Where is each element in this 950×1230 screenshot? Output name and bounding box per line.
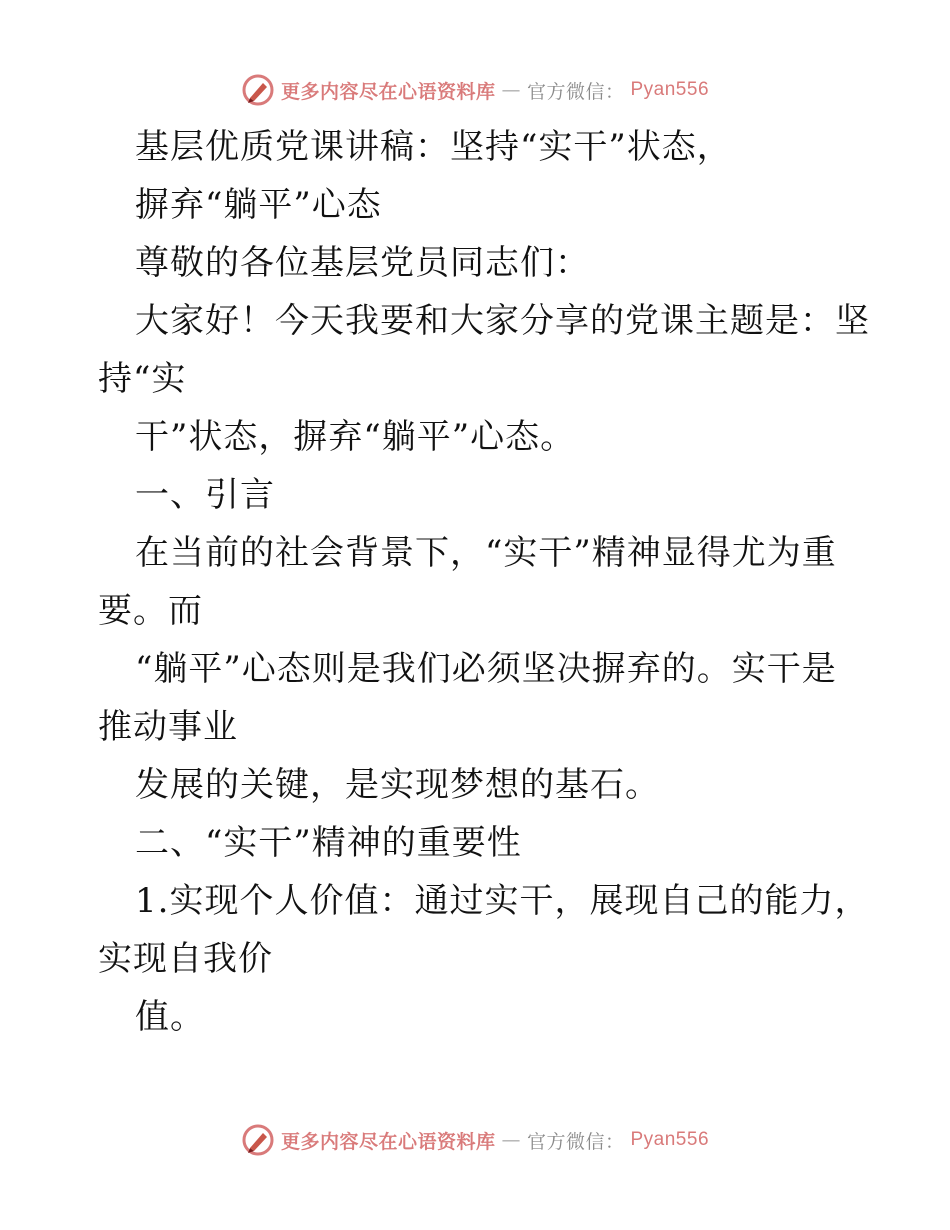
watermark-sub-text: 官方微信： — [526, 80, 625, 103]
section-heading: 一、引言 — [135, 475, 275, 515]
paragraph-line: 推动事业 — [98, 707, 238, 747]
list-item-line: 实现自我价 — [98, 939, 273, 979]
paragraph-line: 发展的关键，是实现梦想的基石。 — [135, 765, 660, 805]
watermark-wechat-id: Pyan556 — [630, 1129, 710, 1150]
watermark-wechat-id: Pyan556 — [630, 79, 710, 100]
title-line-2: 摒弃“躺平”心态 — [135, 185, 382, 225]
watermark-sub-text: 官方微信： — [526, 1130, 625, 1153]
list-item-line: 1.实现个人价值：通过实干，展现自己的能力， — [135, 881, 870, 921]
paragraph-line: 要。而 — [98, 591, 203, 631]
paragraph-line: 在当前的社会背景下，“实干”精神显得尤为重 — [135, 533, 837, 573]
title-line-1: 基层优质党课讲稿：坚持“实干”状态， — [135, 127, 732, 167]
watermark-main-text: 更多内容尽在心语资料库 — [280, 1130, 496, 1153]
watermark-main-text: 更多内容尽在心语资料库 — [280, 80, 496, 103]
paragraph-line: 干”状态，摒弃“躺平”心态。 — [135, 417, 576, 457]
salutation: 尊敬的各位基层党员同志们： — [135, 243, 590, 283]
paragraph-line: 大家好！今天我要和大家分享的党课主题是：坚 — [135, 301, 870, 341]
list-item-line: 值。 — [135, 997, 205, 1037]
pen-logo-icon — [241, 73, 275, 107]
paragraph-line: 持“实 — [98, 359, 187, 399]
document-body — [98, 118, 870, 1046]
watermark-dash: — — [501, 1129, 521, 1151]
paragraph-line: “躺平”心态则是我们必须坚决摒弃的。实干是 — [135, 649, 837, 689]
watermark-dash: — — [501, 79, 521, 101]
section-heading: 二、“实干”精神的重要性 — [135, 823, 522, 863]
header-watermark — [0, 68, 950, 112]
pen-logo-icon — [241, 1123, 275, 1157]
footer-watermark — [0, 1118, 950, 1162]
